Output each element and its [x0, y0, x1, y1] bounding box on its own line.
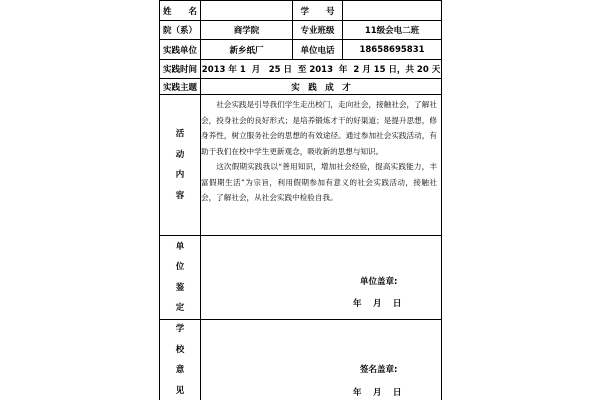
practice-time-label: 实践时间 — [160, 60, 201, 78]
row-theme — [160, 79, 441, 95]
department-label: 院（系） — [160, 21, 201, 39]
practice-unit-value: 新乡纸厂 — [201, 40, 293, 59]
row-practice-time — [160, 60, 441, 79]
row-school-opinion — [160, 320, 441, 400]
school-opinion-label — [160, 320, 201, 400]
unit-review-label-char: 鉴 — [175, 282, 185, 293]
row-department — [160, 21, 441, 40]
major-class-value: 11级会电二班 — [364, 26, 420, 36]
practice-form — [159, 0, 442, 400]
unit-seal-label: 单位盖章: — [360, 277, 398, 287]
name-value — [201, 1, 293, 20]
unit-phone-value: 18658695831 — [359, 44, 425, 55]
practice-time-value: 2013 年 1 月 25 日 至 2013 年 2 月 15 日，共 20 天 — [201, 65, 441, 75]
theme-value: 实 践 成 才 — [291, 82, 351, 93]
department-value: 商学院 — [201, 21, 293, 39]
activity-label-char: 动 — [175, 149, 185, 160]
unit-review-label-char: 位 — [175, 262, 185, 272]
school-opinion-label-char: 校 — [175, 344, 185, 355]
unit-review-label-char: 定 — [175, 303, 185, 313]
unit-date-label: 年 月 日 — [353, 299, 402, 309]
practice-unit-label: 实践单位 — [160, 40, 201, 59]
unit-review-label-char: 单 — [175, 241, 185, 252]
row-practice-unit — [160, 40, 441, 60]
activity-label-char: 活 — [175, 129, 185, 139]
unit-phone-label: 单位电话 — [293, 40, 343, 59]
activity-paragraph: 社会实践是引导我们学生走出校门，走向社会，接触社会，了解社会，投身社会的良好形式；是培养锻炼才干的好渠道；是提升思想，修身养性，树立服务社会的思想的有效途径。通过参加社会实践活动，有助于我们在校中学生更新观念，吸收新的思想与知识。 — [201, 100, 437, 156]
student-id-label: 学 号 — [293, 1, 343, 20]
row-unit-review — [160, 236, 441, 320]
school-seal-label: 签名盖章: — [360, 365, 398, 375]
activity-label-char: 容 — [175, 190, 185, 201]
activity-label-char: 内 — [175, 170, 185, 180]
activity-paragraph: 这次假期实践我以“善用知识，增加社会经验，提高实践能力，丰富假期生活”为宗旨，利用假期参加有意义的社会实践活动，接触社会，了解社会，从社会实践中检验自我。 — [201, 162, 437, 202]
school-opinion-label-char: 学 — [175, 324, 185, 334]
theme-label: 实践主题 — [160, 79, 201, 94]
school-opinion-label-char: 意 — [175, 365, 185, 375]
name-label: 姓 名 — [160, 1, 201, 20]
unit-review-label — [160, 236, 201, 319]
row-name — [160, 0, 441, 21]
school-date-label: 年 月 日 — [353, 388, 402, 398]
activity-label — [160, 95, 201, 235]
major-class-label: 专业班级 — [293, 21, 343, 39]
activity-content — [201, 97, 437, 206]
student-id-value — [343, 1, 441, 20]
school-opinion-label-char: 见 — [175, 385, 185, 396]
row-activity — [160, 95, 441, 236]
